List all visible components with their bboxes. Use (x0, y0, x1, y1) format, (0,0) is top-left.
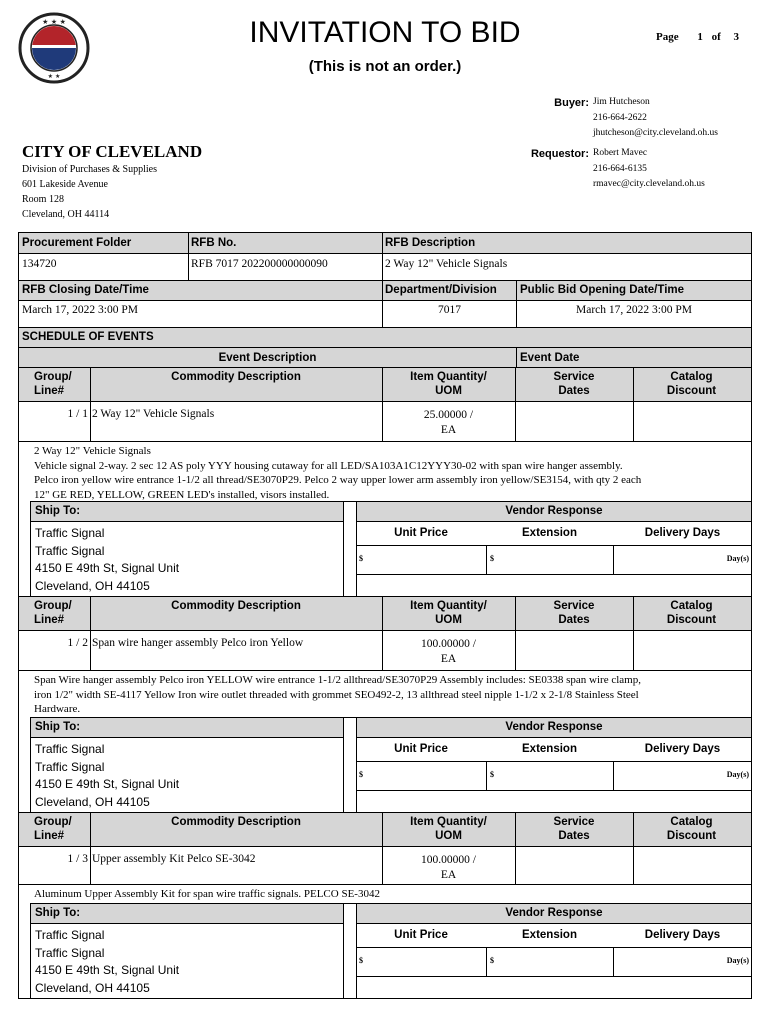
svg-text:★ ★: ★ ★ (47, 73, 61, 80)
delivery-days-header: Delivery Days (644, 929, 721, 941)
delivery-days-input[interactable]: Day(s) (726, 956, 749, 965)
page-current: 1 (697, 31, 703, 43)
extension-header: Extension (522, 929, 577, 941)
col-commodity-header: Commodity Description (171, 371, 301, 383)
ship-to-address: Traffic Signal Traffic Signal 4150 E 49th St, Signal Unit Cleveland, OH 44105 (35, 526, 180, 593)
requestor-details (593, 146, 705, 193)
unit-price-header: Unit Price (394, 929, 448, 941)
closing-date-value: March 17, 2022 3:00 PM (22, 304, 138, 316)
requestor-name: Robert Mavec (593, 148, 648, 158)
delivery-days-header: Delivery Days (644, 743, 721, 755)
ship-to-address: Traffic Signal Traffic Signal 4150 E 49th St, Signal Unit Cleveland, OH 44105 (35, 928, 180, 995)
requestor-label: Requestor: (530, 148, 589, 160)
extension-header: Extension (522, 527, 577, 539)
page-total: 3 (733, 31, 740, 43)
ship-to-label: Ship To: (35, 907, 81, 919)
col-group-line-header: Group/ Line# (34, 600, 72, 626)
rfb-description-label: RFB Description (385, 237, 476, 249)
ship-to-label: Ship To: (35, 721, 81, 733)
item-quantity: 100.00000 / EA (421, 638, 476, 665)
item-line-number: 1 / 1 (67, 408, 88, 420)
delivery-days-input[interactable]: Day(s) (726, 554, 749, 563)
delivery-days-input[interactable]: Day(s) (726, 770, 749, 779)
page-label: Page (656, 31, 679, 43)
buyer-phone: 216-664-2622 (593, 112, 647, 123)
procurement-folder-value: 134720 (22, 258, 57, 270)
col-service-dates-header: Service Dates (553, 600, 595, 626)
vendor-response-label: Vendor Response (505, 907, 603, 919)
item-long-description: Span Wire hanger assembly Pelco iron YELLOW wire entrance 1-1/2 allthread/SE3070P29 Assembly includes: SE0338 span wire clamp, iron 1/2" width SE-4117 Yellow Iron wire outlet threaded with grommet SEO492-2, 13 allthread steel nipple 1-1/2 x 2-1/8 Stainless Steel Hardware. (34, 674, 641, 715)
col-commodity-header: Commodity Description (171, 600, 301, 612)
schedule-title: SCHEDULE OF EVENTS (22, 331, 154, 343)
rfb-no-label: RFB No. (191, 237, 237, 249)
delivery-days-header: Delivery Days (644, 527, 721, 539)
extension-header: Extension (522, 743, 577, 755)
org-room: Room 128 (22, 194, 64, 205)
item-commodity: Upper assembly Kit Pelco SE-3042 (92, 853, 256, 865)
item-commodity: Span wire hanger assembly Pelco iron Yellow (92, 637, 304, 649)
org-name: CITY OF CLEVELAND (22, 142, 203, 161)
col-quantity-uom-header: Item Quantity/ UOM (410, 816, 487, 842)
buyer-name: Jim Hutcheson (593, 97, 650, 107)
buyer-details (593, 95, 718, 142)
requestor-email[interactable]: rmavec@city.cleveland.oh.us (593, 179, 705, 189)
buyer-email[interactable]: jhutcheson@city.cleveland.oh.us (593, 128, 719, 138)
unit-price-header: Unit Price (394, 743, 448, 755)
col-catalog-discount-header: Catalog Discount (666, 371, 717, 397)
item-long-description: 2 Way 12" Vehicle Signals Vehicle signal 2-way. 2 sec 12 AS poly YYY housing cutaway for all LED/SA103A1C12YYY30-02 with span wire hanger assembly. Pelco iron yellow wire entrance 1-1/2 all thread/SE3070P29. Pelco 2 way upper lower arm assembly iron yellow/SE3154, with qty 2 each 12" GE RED, YELLOW, GREEN LED's installed, visors installed. (34, 445, 642, 501)
department-value: 7017 (438, 304, 461, 316)
opening-date-value: March 17, 2022 3:00 PM (576, 304, 692, 316)
page-subtitle: (This is not an order.) (308, 58, 462, 75)
page-indicator (656, 31, 745, 43)
item-commodity: 2 Way 12" Vehicle Signals (92, 408, 215, 420)
col-catalog-discount-header: Catalog Discount (666, 816, 717, 842)
svg-text:★ ★ ★: ★ ★ ★ (42, 18, 66, 26)
unit-price-input[interactable]: $ (359, 554, 363, 563)
unit-price-input[interactable]: $ (359, 956, 363, 965)
requestor-phone: 216-664-6135 (593, 163, 647, 174)
item-line-number: 1 / 3 (67, 853, 88, 865)
org-division: Division of Purchases & Supplies (22, 164, 157, 175)
item-long-description: Aluminum Upper Assembly Kit for span wire traffic signals. PELCO SE-3042 (34, 888, 380, 900)
item-quantity: 100.00000 / EA (421, 854, 476, 881)
vendor-response-label: Vendor Response (505, 505, 603, 517)
ship-to-address: Traffic Signal Traffic Signal 4150 E 49th St, Signal Unit Cleveland, OH 44105 (35, 742, 180, 809)
col-group-line-header: Group/ Line# (34, 371, 72, 397)
col-quantity-uom-header: Item Quantity/ UOM (410, 371, 487, 397)
item-quantity: 25.00000 / EA (423, 409, 474, 436)
vendor-response-label: Vendor Response (505, 721, 603, 733)
item-line-number: 1 / 2 (67, 637, 88, 649)
unit-price-header: Unit Price (394, 527, 448, 539)
unit-price-input[interactable]: $ (359, 770, 363, 779)
col-service-dates-header: Service Dates (553, 371, 595, 397)
closing-date-label: RFB Closing Date/Time (22, 284, 149, 296)
rfb-no-value: RFB 7017 202200000000090 (191, 258, 328, 270)
opening-date-label: Public Bid Opening Date/Time (520, 284, 685, 296)
page-title: INVITATION TO BID (249, 16, 521, 49)
rfb-description-value: 2 Way 12" Vehicle Signals (385, 258, 508, 270)
rfb-info-table (18, 232, 752, 328)
col-quantity-uom-header: Item Quantity/ UOM (410, 600, 487, 626)
ship-to-label: Ship To: (35, 505, 81, 517)
extension-input[interactable]: $ (490, 956, 494, 965)
page-of: of (711, 31, 721, 43)
department-label: Department/Division (385, 284, 497, 296)
buyer-label: Buyer: (554, 97, 589, 109)
col-group-line-header: Group/ Line# (34, 816, 72, 842)
org-address: 601 Lakeside Avenue (22, 179, 108, 190)
extension-input[interactable]: $ (490, 554, 494, 563)
extension-input[interactable]: $ (490, 770, 494, 779)
col-service-dates-header: Service Dates (553, 816, 595, 842)
col-commodity-header: Commodity Description (171, 816, 301, 828)
procurement-folder-label: Procurement Folder (22, 237, 132, 249)
event-description-label: Event Description (218, 352, 317, 364)
col-catalog-discount-header: Catalog Discount (666, 600, 717, 626)
org-city: Cleveland, OH 44114 (22, 209, 110, 220)
event-date-label: Event Date (520, 352, 580, 364)
